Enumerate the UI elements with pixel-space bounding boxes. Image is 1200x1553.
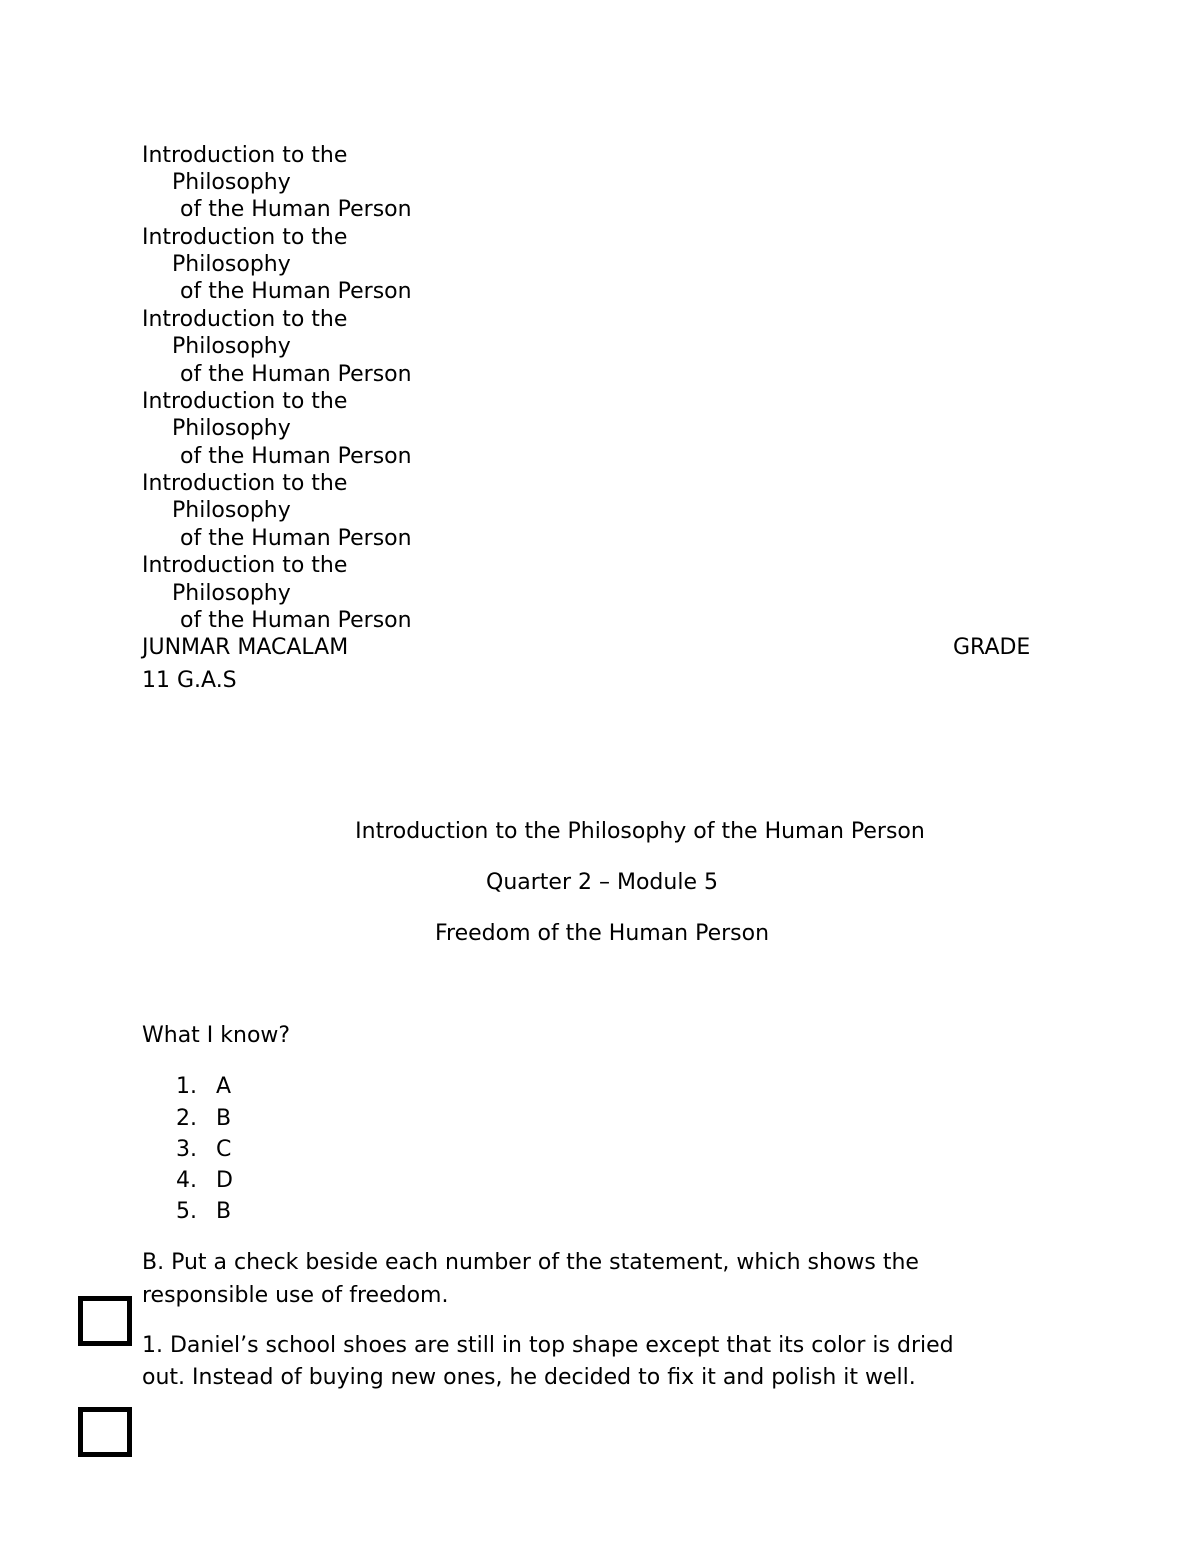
list-number: 1.: [176, 1074, 197, 1099]
list-answer: B: [216, 1106, 232, 1131]
module-title: Quarter 2 – Module 5: [486, 870, 718, 895]
header-line: Philosophy: [172, 581, 291, 606]
instruction-text: B. Put a check beside each number of the statement, which shows the: [142, 1250, 919, 1275]
topic-title: Freedom of the Human Person: [434, 921, 770, 946]
list-answer: C: [216, 1137, 232, 1162]
list-item: [176, 1139, 231, 1161]
list-number: 2.: [176, 1106, 197, 1131]
header-line: Philosophy: [172, 252, 291, 277]
header-line: Introduction to the: [142, 307, 348, 332]
header-line: Introduction to the: [142, 471, 348, 496]
list-number: 5.: [176, 1199, 197, 1224]
statement-text: 1. Daniel’s school shoes are still in top shape except that its color is dried: [142, 1333, 954, 1358]
header-line: of the Human Person: [180, 526, 412, 551]
header-line: of the Human Person: [180, 608, 412, 633]
header-line: Introduction to the: [142, 225, 348, 250]
statement-text: out. Instead of buying new ones, he decided to fix it and polish it well.: [142, 1365, 916, 1390]
list-item: [176, 1076, 231, 1098]
header-line: Philosophy: [172, 416, 291, 441]
grade-section: 11 G.A.S: [142, 668, 237, 693]
list-item: [176, 1108, 231, 1130]
checkbox[interactable]: [78, 1296, 132, 1346]
list-answer: A: [216, 1074, 232, 1099]
list-item: [176, 1170, 233, 1192]
header-line: Philosophy: [172, 170, 291, 195]
header-line: of the Human Person: [180, 279, 412, 304]
header-line: Introduction to the: [142, 143, 348, 168]
header-line: Introduction to the: [142, 389, 348, 414]
grade-label: GRADE: [953, 635, 1031, 660]
header-line: Philosophy: [172, 334, 291, 359]
header-line: Philosophy: [172, 498, 291, 523]
list-answer: B: [216, 1199, 232, 1224]
list-answer: D: [216, 1168, 233, 1193]
instruction-text: responsible use of freedom.: [142, 1283, 449, 1308]
student-name: JUNMAR MACALAM: [142, 635, 349, 660]
header-line: of the Human Person: [180, 362, 412, 387]
list-item: [176, 1201, 231, 1223]
course-title: Introduction to the Philosophy of the Human Person: [355, 819, 925, 844]
section-heading: What I know?: [142, 1023, 291, 1048]
checkbox[interactable]: [78, 1407, 132, 1457]
header-line: of the Human Person: [180, 197, 412, 222]
list-number: 3.: [176, 1137, 197, 1162]
header-line: Introduction to the: [142, 553, 348, 578]
list-number: 4.: [176, 1168, 197, 1193]
header-line: of the Human Person: [180, 444, 412, 469]
